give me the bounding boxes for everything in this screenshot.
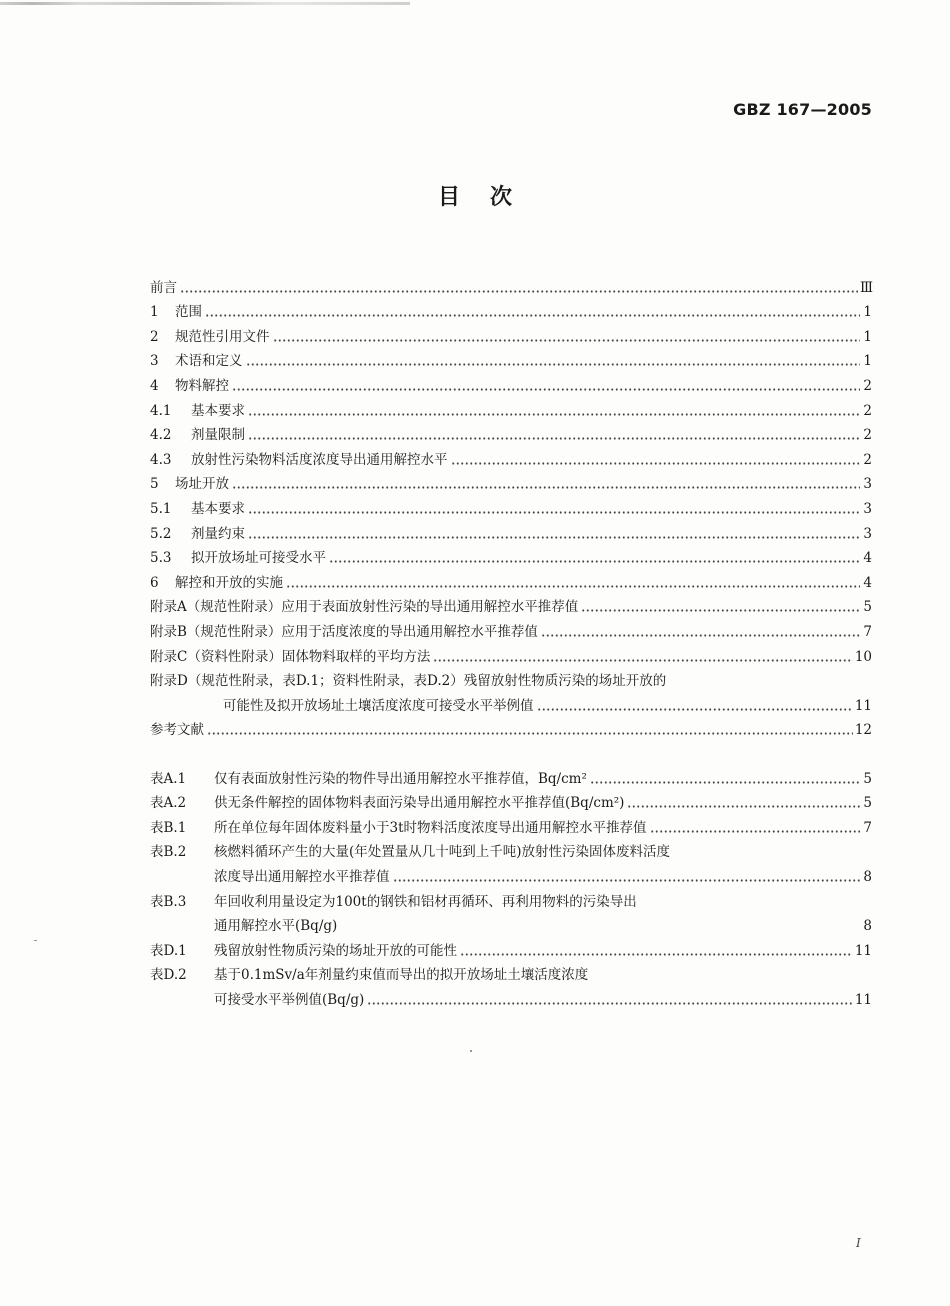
toc-entry-3[interactable] (150, 346, 872, 371)
leader-dots (541, 634, 860, 637)
toc-title: 参考文献 (150, 722, 204, 739)
toc-entry-references[interactable] (150, 715, 872, 740)
table-num: 表A.2 (150, 795, 187, 812)
table-page: 5 (863, 770, 872, 787)
table-title-continuation: 浓度导出通用解控水平推荐值 (214, 868, 390, 885)
toc-entry-preface[interactable] (150, 272, 872, 297)
toc-num: 4 (150, 377, 159, 394)
table-page: 5 (863, 795, 872, 812)
toc-title: 附录D（规范性附录，表D.1；资料性附录，表D.2）残留放射性物质污染的场址开放的 (150, 673, 667, 690)
toc-list (150, 272, 872, 739)
toc-num: 5.1 (150, 500, 172, 517)
leader-dots (367, 1002, 853, 1005)
toc-title: 规范性引用文件 (175, 328, 270, 345)
toc-title: 基本要求 (191, 500, 245, 517)
toc-title: 术语和定义 (175, 353, 243, 370)
leader-dots (207, 732, 853, 735)
toc-title: 剂量约束 (191, 525, 245, 542)
leader-dots (273, 339, 861, 342)
table-title-continuation: 通用解控水平(Bq/g) (214, 918, 338, 935)
table-title: 年回收利用量设定为100t的钢铁和铝材再循环、再利用物料的污染导出 (214, 893, 637, 910)
table-page: 8 (863, 918, 872, 935)
table-page: 7 (863, 819, 872, 836)
toc-entry-1[interactable] (150, 297, 872, 322)
leader-dots (433, 659, 852, 662)
toc-page: Ⅲ (859, 279, 872, 296)
toc-title: 附录A（规范性附录）应用于表面放射性污染的导出通用解控水平推荐值 (150, 599, 579, 616)
scan-artifact (0, 2, 410, 5)
toc-title: 剂量限制 (191, 427, 245, 444)
toc-num: 5 (150, 476, 159, 493)
standard-code: GBZ 167—2005 (733, 100, 872, 119)
toc-num: 5.2 (150, 525, 172, 542)
table-num: 表B.2 (150, 844, 187, 861)
toc-num: 5.3 (150, 550, 172, 567)
leader-dots (590, 781, 860, 784)
toc-title: 解控和开放的实施 (175, 574, 283, 591)
toc-title: 范围 (175, 304, 202, 321)
table-entry-a1[interactable] (150, 763, 872, 788)
toc-entry-4[interactable] (150, 370, 872, 395)
leader-dots (248, 511, 860, 514)
toc-num: 4.3 (150, 451, 172, 468)
leader-dots (248, 536, 860, 539)
toc-page: 12 (854, 722, 872, 739)
toc-page: 1 (863, 353, 872, 370)
toc-num: 3 (150, 353, 159, 370)
table-page: 11 (854, 942, 872, 959)
leader-dots (180, 290, 858, 293)
page-title: 目次 (437, 185, 542, 210)
toc-num: 4.1 (150, 402, 172, 419)
scan-speck (470, 1050, 472, 1052)
toc-entry-4-2[interactable] (150, 420, 872, 445)
table-entry-d2[interactable] (150, 960, 872, 985)
leader-dots (451, 462, 861, 465)
table-num: 表D.1 (150, 942, 187, 959)
leader-dots (248, 413, 860, 416)
leader-dots (232, 388, 860, 391)
leader-dots (329, 560, 860, 563)
leader-dots (627, 805, 860, 808)
table-entry-a2[interactable] (150, 788, 872, 813)
toc-entry-2[interactable] (150, 321, 872, 346)
table-title: 残留放射性物质污染的场址开放的可能性 (214, 942, 457, 959)
table-title: 基于0.1mSv/a年剂量约束值而导出的拟开放场址土壤活度浓度 (214, 967, 589, 984)
toc-title: 前言 (150, 279, 177, 296)
toc-num: 2 (150, 328, 159, 345)
toc-page: 2 (863, 451, 872, 468)
leader-dots (393, 879, 861, 882)
toc-page: 3 (863, 500, 872, 517)
toc-title: 附录B（规范性附录）应用于活度浓度的导出通用解控水平推荐值 (150, 623, 538, 640)
toc-title: 拟开放场址可接受水平 (191, 550, 326, 567)
table-page: 8 (863, 868, 872, 885)
toc-title: 放射性污染物料活度浓度导出通用解控水平 (191, 451, 448, 468)
table-entry-b1[interactable] (150, 812, 872, 837)
toc-page: 3 (863, 476, 872, 493)
leader-dots (537, 708, 853, 711)
toc-entry-5[interactable] (150, 469, 872, 494)
toc-entry-appendix-c[interactable] (150, 641, 872, 666)
toc-page: 10 (854, 648, 872, 665)
leader-dots (650, 830, 860, 833)
toc-entry-appendix-d-cont[interactable] (150, 690, 872, 715)
leader-dots (246, 363, 861, 366)
toc-title: 基本要求 (191, 402, 245, 419)
toc-page: 2 (863, 377, 872, 394)
toc-entry-4-1[interactable] (150, 395, 872, 420)
leader-dots (248, 437, 860, 440)
leader-dots (460, 953, 853, 956)
toc-page: 1 (863, 328, 872, 345)
scan-speck (34, 940, 37, 941)
toc-page: 4 (863, 550, 872, 567)
leader-dots (232, 486, 860, 489)
table-num: 表D.2 (150, 967, 187, 984)
toc-page: 3 (863, 525, 872, 542)
table-title: 所在单位每年固体废料量小于3t时物料活度浓度导出通用解控水平推荐值 (214, 819, 647, 836)
table-title: 仅有表面放射性污染的物件导出通用解控水平推荐值，Bq/cm² (214, 770, 587, 787)
toc-num: 1 (150, 304, 159, 321)
toc-page: 7 (863, 623, 872, 640)
table-entry-d2-cont[interactable] (150, 984, 872, 1009)
table-num: 表A.1 (150, 770, 187, 787)
toc-title-continuation: 可能性及拟开放场址土壤活度浓度可接受水平举例值 (223, 697, 534, 714)
toc-entry-6[interactable] (150, 567, 872, 592)
table-entry-b3[interactable] (150, 886, 872, 911)
toc-entry-appendix-a[interactable] (150, 592, 872, 617)
table-entry-b2-cont[interactable] (150, 861, 872, 886)
toc-page: 11 (854, 697, 872, 714)
toc-page: 5 (863, 599, 872, 616)
table-num: 表B.1 (150, 819, 187, 836)
table-page: 11 (854, 991, 872, 1008)
toc-page: 1 (863, 304, 872, 321)
toc-num: 4.2 (150, 427, 172, 444)
leader-dots (205, 314, 860, 317)
leader-dots (286, 585, 860, 588)
toc-title: 附录C（资料性附录）固体物料取样的平均方法 (150, 648, 431, 665)
table-list (150, 763, 872, 1009)
toc-entry-appendix-b[interactable] (150, 616, 872, 641)
toc-num: 6 (150, 574, 159, 591)
toc-page: 4 (863, 574, 872, 591)
toc-entry-5-3[interactable] (150, 543, 872, 568)
toc-entry-5-2[interactable] (150, 518, 872, 543)
toc-entry-4-3[interactable] (150, 444, 872, 469)
table-title: 核燃料循环产生的大量(年处置量从几十吨到上千吨)放射性污染固体废料活度 (214, 844, 671, 861)
toc-page: 2 (863, 402, 872, 419)
leader-dots (581, 609, 860, 612)
toc-title: 场址开放 (175, 476, 229, 493)
footer-page-mark: I (856, 1236, 861, 1250)
toc-entry-5-1[interactable] (150, 493, 872, 518)
table-title-continuation: 可接受水平举例值(Bq/g) (214, 991, 365, 1008)
table-entry-b3-cont[interactable] (150, 911, 872, 936)
table-num: 表B.3 (150, 893, 187, 910)
table-entry-d1[interactable] (150, 935, 872, 960)
toc-entry-appendix-d[interactable] (150, 666, 872, 691)
toc-title: 物料解控 (175, 377, 229, 394)
toc-page: 2 (863, 427, 872, 444)
table-entry-b2[interactable] (150, 837, 872, 862)
table-title: 供无条件解控的固体物料表面污染导出通用解控水平推荐值(Bq/cm²) (214, 795, 625, 812)
